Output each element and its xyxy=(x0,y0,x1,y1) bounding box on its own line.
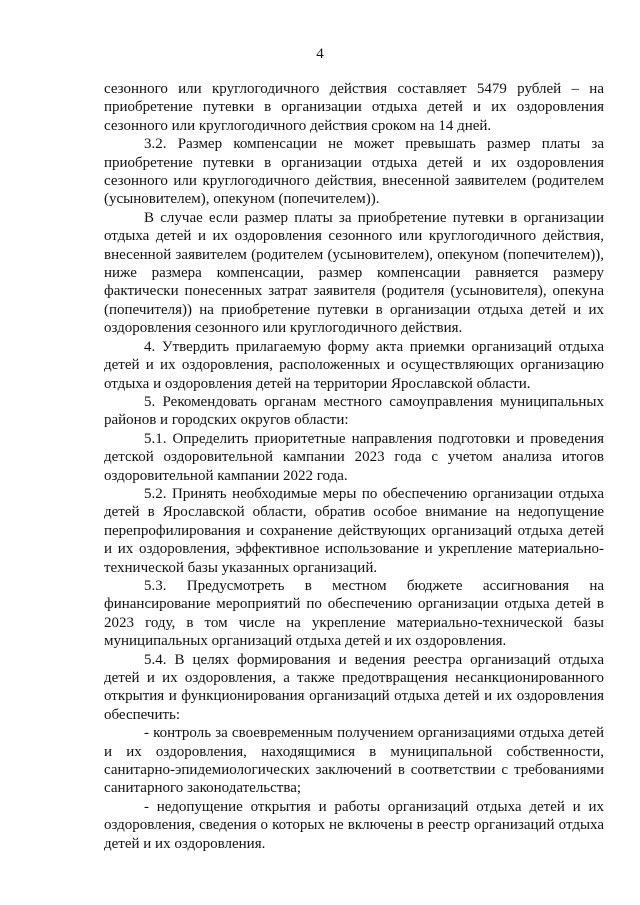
paragraph-5-2: 5.2. Принять необходимые меры по обеспечению организации отдыха детей в Ярославской области, обратив особое внимание на недопущение перепрофилирования и сохранение действующих организаций отдыха детей и их оздоровления, эффективное использование и укрепление материально-технической базы указанных организаций. xyxy=(104,485,604,576)
page-number: 4 xyxy=(316,46,324,62)
list-item-control: - контроль за своевременным получением организациями отдыха детей и их оздоровления, находящимися в муниципальной собственности, санитарно-эпидемиологических заключений в соответствии с требованиями санитарного законодательства; xyxy=(104,725,604,797)
paragraph-5-4: 5.4. В целях формирования и ведения реестра организаций отдыха детей и их оздоровления, а также предотвращения несанкционированного открытия и функционирования организаций отдыха детей и их оздоровления обеспечить: xyxy=(104,651,604,723)
paragraph-5-3: 5.3. Предусмотреть в местном бюджете ассигнования на финансирование мероприятий по обеспечению организации отдыха детей в 2023 году, в том числе на укрепление материально-технической базы муниципальных организаций отдыха детей и их оздоровления. xyxy=(104,577,604,650)
paragraph-5-1: 5.1. Определить приоритетные направления подготовки и проведения детской оздоровительной кампании 2023 года с учетом анализа итогов оздоровительной кампании 2022 года. xyxy=(104,430,604,484)
paragraph-4: 4. Утвердить прилагаемую форму акта приемки организаций отдыха детей и их оздоровления, расположенных и осуществляющих организацию отдыха и оздоровления детей на территории Ярославской области. xyxy=(104,338,604,392)
list-item-prevention: - недопущение открытия и работы организаций отдыха детей и их оздоровления, сведения о которых не включены в реестр организаций отдыха детей и их оздоровления. xyxy=(104,798,604,852)
document-body xyxy=(104,80,604,853)
paragraph-continuation: сезонного или круглогодичного действия составляет 5479 рублей – на приобретение путевки в организации отдыха детей и их оздоровления сезонного или круглогодичного действия сроком на 14 дней. xyxy=(104,81,604,134)
paragraph-compensation-case: В случае если размер платы за приобретение путевки в организации отдыха детей и их оздоровления сезонного или круглогодичного действия, внесенной заявителем (родителем (усыновителем), опекуном (попечителем)), ниже размера компенсации, размер компенсации равняется размеру фактически понесенных затрат заявителя (родителя (усыновителя), опекуна (попечителя)) на приобретение путевки в организации отдыха детей и их оздоровления сезонного или круглогодичного действия. xyxy=(104,209,604,337)
paragraph-3-2: 3.2. Размер компенсации не может превышать размер платы за приобретение путевки в организации отдыха детей и их оздоровления сезонного или круглогодичного действия, внесенной заявителем (родителем (усыновителем), опекуном (попечителем)). xyxy=(104,136,604,208)
paragraph-5: 5. Рекомендовать органам местного самоуправления муниципальных районов и городских округов области: xyxy=(104,393,604,429)
